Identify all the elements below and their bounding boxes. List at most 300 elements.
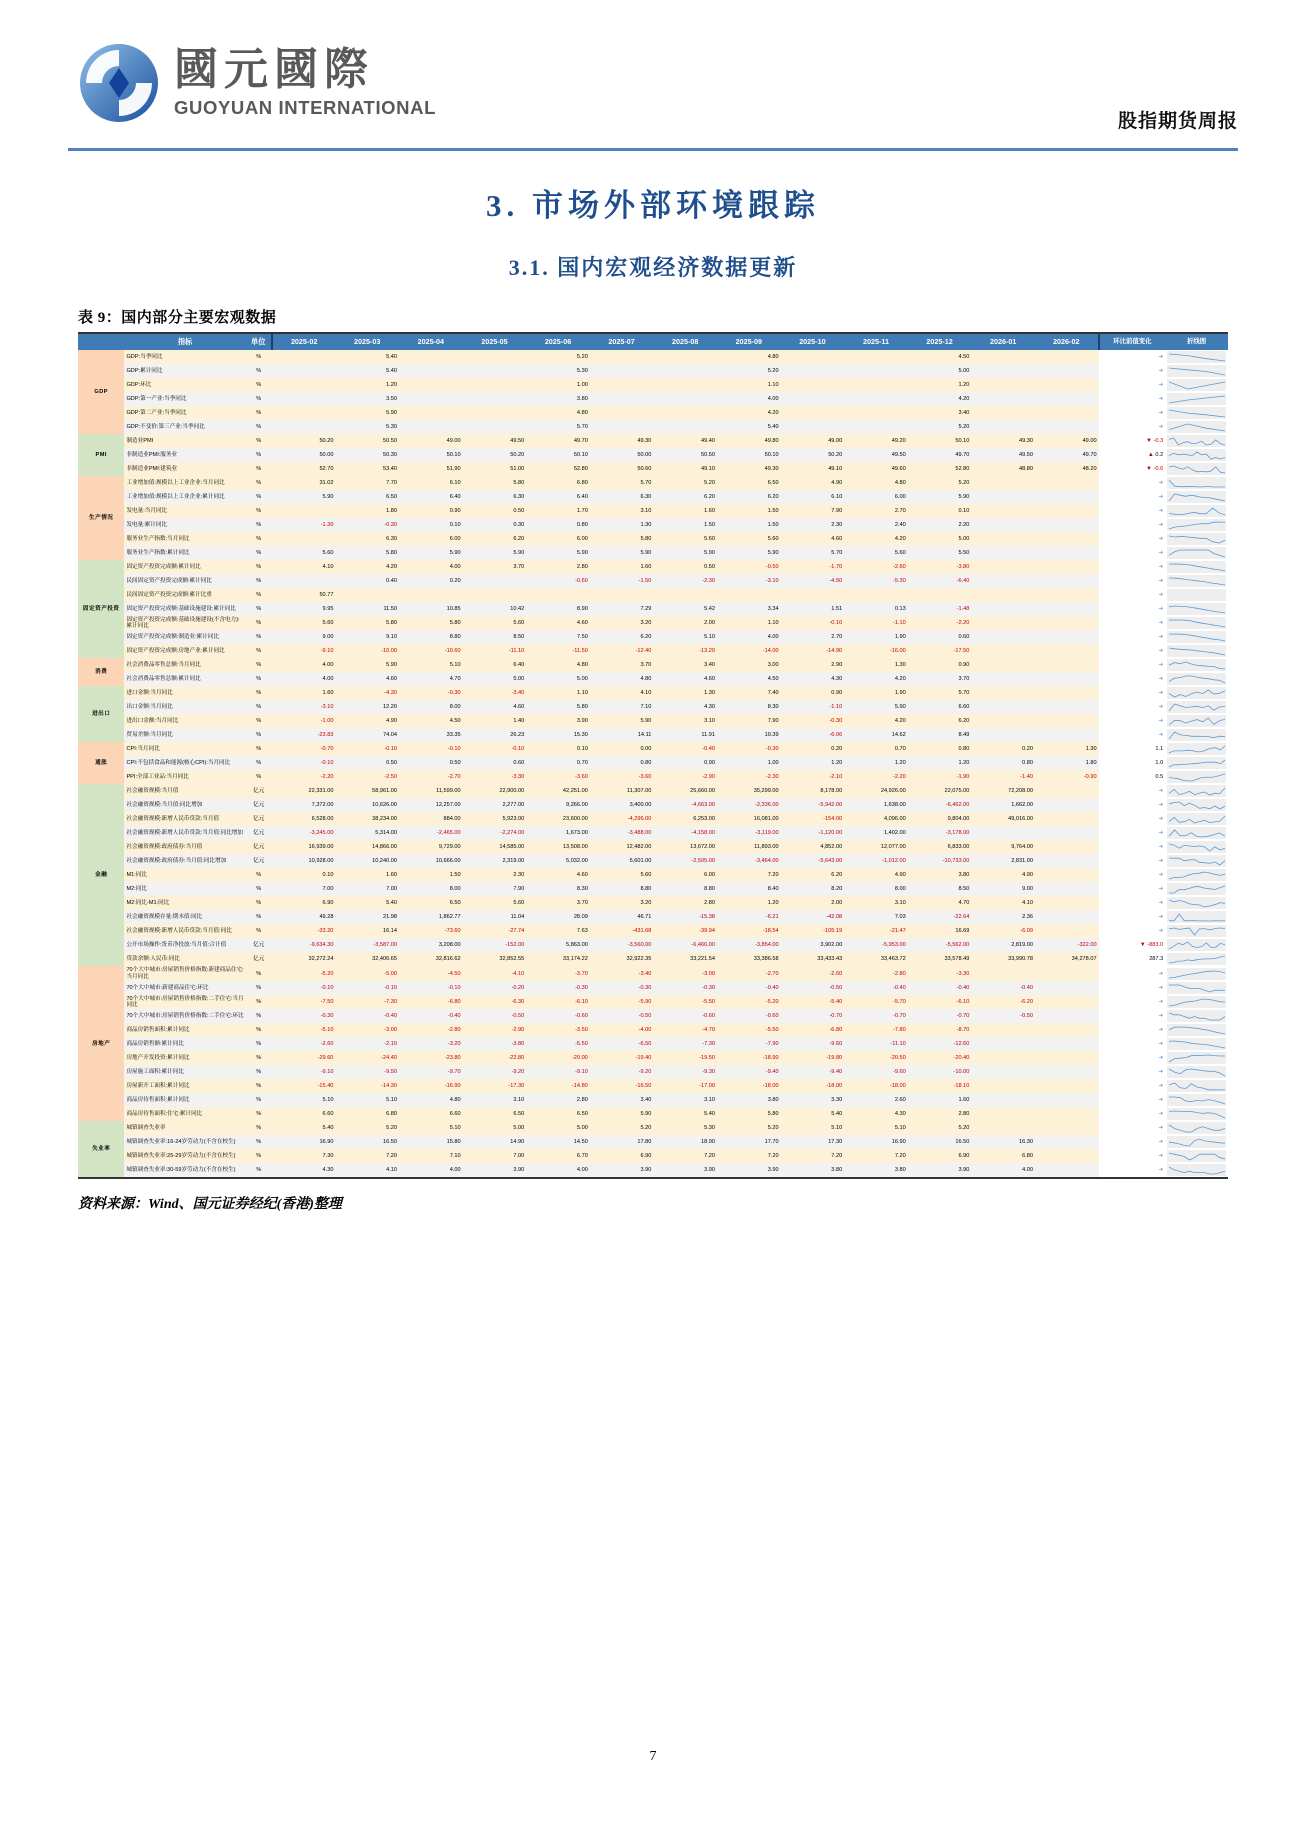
cell-2025-03: 5.40 (335, 364, 399, 378)
cell-2025-10: 0.20 (781, 742, 845, 756)
cell-2025-02: 7.30 (272, 1149, 336, 1163)
cell-2025-02: 9.00 (272, 630, 336, 644)
cell-2025-05: 5.90 (463, 546, 527, 560)
cell-2025-10: 4.30 (781, 672, 845, 686)
cell-2025-05: -2,274.00 (463, 826, 527, 840)
cell-2025-06: 1,673.00 (526, 826, 590, 840)
cell-2025-03: 10,626.00 (335, 798, 399, 812)
table-row (78, 546, 1228, 560)
unit-label: % (246, 560, 272, 574)
table-row (78, 868, 1228, 882)
cell-2025-08: -7.30 (653, 1037, 717, 1051)
table-row (78, 518, 1228, 532)
unit-label: % (246, 1051, 272, 1065)
cell-2025-06: -14.80 (526, 1079, 590, 1093)
unit-label: % (246, 924, 272, 938)
cell-2025-03: -5.00 (335, 966, 399, 981)
sparkline-cell (1165, 616, 1228, 631)
cell-2026-02 (1035, 1121, 1099, 1135)
cell-2025-12: 5.00 (908, 364, 972, 378)
cell-2025-07: 49.30 (590, 434, 654, 448)
cell-2025-03: -4.30 (335, 686, 399, 700)
cell-2025-09: 11,893.00 (717, 840, 781, 854)
cell-2026-02 (1035, 995, 1099, 1010)
cell-2025-02: -2.60 (272, 1037, 336, 1051)
cell-2025-09: -3,854.00 (717, 938, 781, 952)
sparkline-cell (1165, 1037, 1228, 1051)
indicator-label: 城镇调查失业率 (124, 1121, 245, 1135)
cell-2025-08 (653, 350, 717, 364)
sparkline-cell (1165, 672, 1228, 686)
table-row (78, 364, 1228, 378)
cell-2025-07: 6.20 (590, 630, 654, 644)
indicator-label: 公开市场操作:货币净投放:当月值:合计值 (124, 938, 245, 952)
cell-2025-12 (908, 588, 972, 602)
cell-2025-06: -5.50 (526, 1037, 590, 1051)
cell-2025-10: 49.00 (781, 434, 845, 448)
cell-2025-10 (781, 350, 845, 364)
cell-2025-02: 50.20 (272, 434, 336, 448)
sparkline-cell (1165, 392, 1228, 406)
indicator-label: 固定资产投资完成额:房地产业:累计同比 (124, 644, 245, 658)
unit-label: 亿元 (246, 784, 272, 798)
cell-2025-11: 49.20 (844, 434, 908, 448)
table-row (78, 1009, 1228, 1023)
cell-2025-09: 1.00 (717, 756, 781, 770)
cell-2025-09: 5.80 (717, 1107, 781, 1121)
cell-2025-04: 49.00 (399, 434, 463, 448)
table-row (78, 476, 1228, 490)
cell-2025-08: -2,505.00 (653, 854, 717, 868)
cell-2025-03: 5.90 (335, 658, 399, 672)
cell-2025-05 (463, 574, 527, 588)
cell-2025-05: 5,923.00 (463, 812, 527, 826)
cell-2026-02 (1035, 504, 1099, 518)
cell-2026-01 (971, 672, 1035, 686)
change-cell: ➜ (1158, 620, 1164, 627)
cell-2025-12: -8.70 (908, 1023, 972, 1037)
sparkline-cell (1165, 854, 1228, 868)
cell-2025-09: -0.60 (717, 1009, 781, 1023)
cell-2026-01 (971, 1107, 1035, 1121)
sparkline-cell (1165, 952, 1228, 966)
cell-2025-06: 28.09 (526, 910, 590, 924)
cell-2025-07: 3.70 (590, 658, 654, 672)
cell-2025-05: 2.30 (463, 868, 527, 882)
cell-2025-04 (399, 588, 463, 602)
cell-2025-02: 4.00 (272, 658, 336, 672)
cell-2025-12: -3,178.00 (908, 826, 972, 840)
cell-2025-08: -4,158.00 (653, 826, 717, 840)
indicator-label: 商品房销售面积:累计同比 (124, 1023, 245, 1037)
cell-2025-08: 33,221.54 (653, 952, 717, 966)
sparkline-cell (1165, 798, 1228, 812)
cell-2025-02: -23.83 (272, 728, 336, 742)
indicator-label: 社会融资规模存量:期末值:同比 (124, 910, 245, 924)
cell-2025-07: 4.10 (590, 686, 654, 700)
col-header-month-2026-01: 2026-01 (971, 334, 1035, 350)
indicator-label: CPI:当月同比 (124, 742, 245, 756)
cell-2026-01 (971, 518, 1035, 532)
cell-2025-04: 4.70 (399, 672, 463, 686)
cell-2025-12: 9,804.00 (908, 812, 972, 826)
cell-2026-02 (1035, 1135, 1099, 1149)
indicator-label: CPI:不包括食品和能源(核心CPI):当月同比 (124, 756, 245, 770)
cell-2025-07: 50.60 (590, 462, 654, 476)
sparkline-cell (1165, 995, 1228, 1010)
unit-label: % (246, 490, 272, 504)
cell-2025-08 (653, 406, 717, 420)
unit-label: % (246, 896, 272, 910)
col-header-indicator: 指标 (124, 334, 245, 350)
cell-2025-08: 1.30 (653, 686, 717, 700)
cell-2025-07: 3.20 (590, 896, 654, 910)
cell-2025-04: 1.50 (399, 868, 463, 882)
indicator-label: 社会融资规模:新增人民币贷款:当月值:同比增加 (124, 826, 245, 840)
cell-2026-01: -1.40 (971, 770, 1035, 784)
cell-2025-08: 5.90 (653, 546, 717, 560)
cell-2025-05: -152.00 (463, 938, 527, 952)
cell-2025-09: -2.70 (717, 966, 781, 981)
cell-2025-11: -2.80 (844, 966, 908, 981)
indicator-label: M2:同比-M1:同比 (124, 896, 245, 910)
change-cell: ➜ (1158, 970, 1164, 977)
cell-2025-10 (781, 392, 845, 406)
cell-2025-11: 49.60 (844, 462, 908, 476)
cell-2025-08: -5.50 (653, 995, 717, 1010)
group-label-6: 通胀 (78, 742, 124, 784)
change-cell: ➜ (1158, 1167, 1164, 1174)
cell-2025-08 (653, 378, 717, 392)
change-cell: ➜ (1158, 1083, 1164, 1090)
cell-2025-04: 8.00 (399, 700, 463, 714)
subsection-title: 3.1. 国内宏观经济数据更新 (508, 255, 798, 280)
cell-2025-07: 5.60 (590, 868, 654, 882)
cell-2025-07: 14.11 (590, 728, 654, 742)
cell-2025-03: -0.10 (335, 981, 399, 995)
cell-2025-07: 3.40 (590, 1093, 654, 1107)
cell-2025-07: -0.50 (590, 1009, 654, 1023)
cell-2025-03: 0.40 (335, 574, 399, 588)
cell-2026-01 (971, 1065, 1035, 1079)
guoyuan-logo-icon (78, 42, 160, 124)
cell-2025-06: 52.80 (526, 462, 590, 476)
cell-2025-10: 2.30 (781, 518, 845, 532)
change-cell: 0.5 (1155, 774, 1164, 781)
cell-2025-05: -9.20 (463, 1065, 527, 1079)
cell-2025-12: 0.80 (908, 742, 972, 756)
cell-2025-10 (781, 378, 845, 392)
cell-2025-05: 1.40 (463, 714, 527, 728)
table-row (78, 742, 1228, 756)
cell-2025-11: 1.90 (844, 686, 908, 700)
cell-2026-02 (1035, 364, 1099, 378)
cell-2026-02: 48.20 (1035, 462, 1099, 476)
sparkline-cell (1165, 644, 1228, 658)
cell-2025-02: -3.10 (272, 700, 336, 714)
cell-2025-09: -18.90 (717, 1051, 781, 1065)
cell-2025-08: 5.10 (653, 630, 717, 644)
change-cell: ➜ (1158, 1097, 1164, 1104)
indicator-label: 社会融资规模:当月值 (124, 784, 245, 798)
cell-2025-11: 7.03 (844, 910, 908, 924)
cell-2025-10 (781, 406, 845, 420)
indicator-label: 固定资产投资完成额:基础设施建设:累计同比 (124, 602, 245, 616)
unit-label: % (246, 420, 272, 434)
cell-2025-08: -2.90 (653, 770, 717, 784)
cell-2026-02 (1035, 1009, 1099, 1023)
change-cell: ➜ (1158, 858, 1164, 865)
cell-2025-09: 3.90 (717, 1163, 781, 1177)
cell-2025-02: -2.20 (272, 770, 336, 784)
cell-2025-09: 10.39 (717, 728, 781, 742)
sparkline-cell (1165, 574, 1228, 588)
cell-2026-02 (1035, 588, 1099, 602)
cell-2025-11: 16.90 (844, 1135, 908, 1149)
cell-2025-09: 5.20 (717, 1121, 781, 1135)
cell-2025-06: 5,032.00 (526, 854, 590, 868)
cell-2025-10: 5.10 (781, 1121, 845, 1135)
cell-2025-09: 4.50 (717, 672, 781, 686)
cell-2025-09: 3.80 (717, 1093, 781, 1107)
table-row (78, 462, 1228, 476)
cell-2025-07: 46.71 (590, 910, 654, 924)
cell-2025-03: 5,314.00 (335, 826, 399, 840)
cell-2026-01 (971, 504, 1035, 518)
table-row (78, 1079, 1228, 1093)
cell-2025-05: -0.20 (463, 981, 527, 995)
cell-2025-12: -20.40 (908, 1051, 972, 1065)
cell-2025-03: 3.50 (335, 392, 399, 406)
cell-2025-11: -1,012.00 (844, 854, 908, 868)
cell-2025-09: -6.21 (717, 910, 781, 924)
cell-2025-12: 49.70 (908, 448, 972, 462)
cell-2025-05: -4.10 (463, 966, 527, 981)
cell-2025-08: -15.38 (653, 910, 717, 924)
sparkline-cell (1165, 364, 1228, 378)
cell-2025-10 (781, 420, 845, 434)
change-cell: ➜ (1158, 802, 1164, 809)
cell-2026-02 (1035, 616, 1099, 631)
cell-2025-04: 5.10 (399, 1121, 463, 1135)
cell-2025-11: 1,402.00 (844, 826, 908, 840)
cell-2026-01: 2,819.00 (971, 938, 1035, 952)
cell-2025-04 (399, 406, 463, 420)
cell-2025-08: 1.60 (653, 504, 717, 518)
cell-2025-10: 3.80 (781, 1163, 845, 1177)
cell-2025-11: 7.20 (844, 1149, 908, 1163)
cell-2025-02: 6,528.00 (272, 812, 336, 826)
cell-2025-06: 4.80 (526, 658, 590, 672)
cell-2025-06: 0.10 (526, 742, 590, 756)
change-cell: ➜ (1158, 549, 1164, 556)
table-row (78, 910, 1228, 924)
unit-label: % (246, 350, 272, 364)
indicator-label: 城镇调查失业率:16-24岁劳动力(不含在校生) (124, 1135, 245, 1149)
cell-2025-06: 2.80 (526, 560, 590, 574)
cell-2025-09 (717, 588, 781, 602)
cell-2025-03: 5.40 (335, 896, 399, 910)
sparkline-cell (1165, 378, 1228, 392)
cell-2025-08: 5.60 (653, 532, 717, 546)
cell-2025-06: 7.50 (526, 630, 590, 644)
cell-2025-03: 50.50 (335, 434, 399, 448)
cell-2025-07: -12.40 (590, 644, 654, 658)
unit-label: % (246, 546, 272, 560)
indicator-label: 固定资产投资完成额:基础设施建设(不含电力):累计同比 (124, 616, 245, 631)
cell-2025-05: 0.60 (463, 756, 527, 770)
table-row (78, 1107, 1228, 1121)
cell-2025-05: 0.30 (463, 518, 527, 532)
table-row (78, 448, 1228, 462)
cell-2026-01 (971, 392, 1035, 406)
cell-2026-01: 0.20 (971, 742, 1035, 756)
cell-2025-08: -0.40 (653, 742, 717, 756)
cell-2025-07: 5.70 (590, 476, 654, 490)
unit-label: % (246, 364, 272, 378)
cell-2026-02 (1035, 350, 1099, 364)
cell-2025-07: -1.50 (590, 574, 654, 588)
cell-2025-11: -11.10 (844, 1037, 908, 1051)
col-header-change: 环比前值变化 (1099, 334, 1166, 350)
cell-2026-02 (1035, 560, 1099, 574)
col-header-month-2025-11: 2025-11 (844, 334, 908, 350)
cell-2025-06: 8.30 (526, 882, 590, 896)
cell-2025-03: -0.10 (335, 742, 399, 756)
cell-2025-02: 7,372.00 (272, 798, 336, 812)
cell-2025-10: -5,942.00 (781, 798, 845, 812)
cell-2025-05: 50.20 (463, 448, 527, 462)
cell-2026-02 (1035, 1149, 1099, 1163)
change-cell: ➜ (1158, 563, 1164, 570)
cell-2025-10: 0.90 (781, 686, 845, 700)
cell-2025-08: 11.91 (653, 728, 717, 742)
cell-2025-02 (272, 364, 336, 378)
change-cell: ➜ (1158, 1153, 1164, 1160)
cell-2025-11: 3.10 (844, 896, 908, 910)
cell-2026-02: 1.30 (1035, 742, 1099, 756)
cell-2025-11: 2.60 (844, 1093, 908, 1107)
cell-2025-07: -0.30 (590, 981, 654, 995)
cell-2026-02 (1035, 546, 1099, 560)
cell-2025-12: -10,733.00 (908, 854, 972, 868)
cell-2025-11 (844, 420, 908, 434)
cell-2025-10: -6.80 (781, 1023, 845, 1037)
cell-2025-04: 10.85 (399, 602, 463, 616)
cell-2026-02 (1035, 728, 1099, 742)
cell-2025-11: 4.30 (844, 1107, 908, 1121)
cell-2025-03: 74.04 (335, 728, 399, 742)
cell-2025-06: 2.80 (526, 1093, 590, 1107)
col-header-month-2025-08: 2025-08 (653, 334, 717, 350)
cell-2025-02 (272, 350, 336, 364)
cell-2025-06: 5.00 (526, 672, 590, 686)
sparkline-cell (1165, 756, 1228, 770)
unit-label: % (246, 1009, 272, 1023)
indicator-label: 进出口金额:当月同比 (124, 714, 245, 728)
cell-2025-11: -0.40 (844, 981, 908, 995)
cell-2025-03: 53.40 (335, 462, 399, 476)
cell-2025-04: 11,599.00 (399, 784, 463, 798)
cell-2025-11: -1.10 (844, 616, 908, 631)
cell-2025-04: 0.90 (399, 504, 463, 518)
cell-2025-08: 6,253.00 (653, 812, 717, 826)
change-cell: 1.0 (1155, 760, 1164, 767)
change-cell: ➜ (1158, 1069, 1164, 1076)
cell-2025-02: 7.00 (272, 882, 336, 896)
cell-2025-07: -431.68 (590, 924, 654, 938)
cell-2026-01 (971, 364, 1035, 378)
indicator-label: M2:同比 (124, 882, 245, 896)
cell-2025-11: -2.20 (844, 770, 908, 784)
table-row (78, 1037, 1228, 1051)
table-row (78, 700, 1228, 714)
cell-2026-02 (1035, 812, 1099, 826)
unit-label: % (246, 1079, 272, 1093)
cell-2026-01 (971, 602, 1035, 616)
cell-2025-07: 5.90 (590, 546, 654, 560)
cell-2025-02: -9.10 (272, 1065, 336, 1079)
cell-2025-11 (844, 588, 908, 602)
cell-2025-03: 38,234.00 (335, 812, 399, 826)
indicator-label: 社会消费品零售总额:当月同比 (124, 658, 245, 672)
cell-2025-03: 21.98 (335, 910, 399, 924)
indicator-label: 制造业PMI (124, 434, 245, 448)
cell-2025-11: -16.00 (844, 644, 908, 658)
cell-2026-02 (1035, 574, 1099, 588)
cell-2025-09: -5.20 (717, 995, 781, 1010)
cell-2025-03: 5.20 (335, 1121, 399, 1135)
cell-2026-02 (1035, 966, 1099, 981)
cell-2025-02: 4.10 (272, 560, 336, 574)
cell-2025-04: 8.00 (399, 882, 463, 896)
change-cell: ➜ (1158, 409, 1164, 416)
cell-2025-12: -12.60 (908, 1037, 972, 1051)
cell-2025-12: 16.69 (908, 924, 972, 938)
group-label-2: 生产情况 (78, 476, 124, 560)
change-cell: ➜ (1158, 872, 1164, 879)
cell-2025-04: -2,465.00 (399, 826, 463, 840)
change-cell: ➜ (1158, 984, 1164, 991)
cell-2025-07: 3.20 (590, 616, 654, 631)
cell-2025-03: 5.10 (335, 1093, 399, 1107)
cell-2025-10: -19.80 (781, 1051, 845, 1065)
cell-2025-06: 6.80 (526, 476, 590, 490)
cell-2025-11: -2.60 (844, 560, 908, 574)
page-number: 7 (649, 1749, 657, 1764)
cell-2026-02 (1035, 1065, 1099, 1079)
cell-2025-10: -18.00 (781, 1079, 845, 1093)
cell-2026-01 (971, 1093, 1035, 1107)
change-cell: ➜ (1158, 577, 1164, 584)
cell-2025-09: 7.20 (717, 1149, 781, 1163)
cell-2025-09: -0.50 (717, 560, 781, 574)
cell-2025-12: 3.40 (908, 406, 972, 420)
cell-2025-04: -4.50 (399, 966, 463, 981)
cell-2025-09: -3,119.00 (717, 826, 781, 840)
cell-2025-12: 1.60 (908, 1093, 972, 1107)
cell-2026-01: 4.10 (971, 896, 1035, 910)
cell-2025-06: 5.80 (526, 700, 590, 714)
cell-2026-01 (971, 406, 1035, 420)
cell-2025-07: 7.29 (590, 602, 654, 616)
cell-2025-04: 8.80 (399, 630, 463, 644)
cell-2025-10: 4.90 (781, 476, 845, 490)
cell-2025-04: -10.60 (399, 644, 463, 658)
cell-2025-05: 4.60 (463, 700, 527, 714)
unit-label: 亿元 (246, 854, 272, 868)
indicator-label: 贷款余额:人民币:同比 (124, 952, 245, 966)
